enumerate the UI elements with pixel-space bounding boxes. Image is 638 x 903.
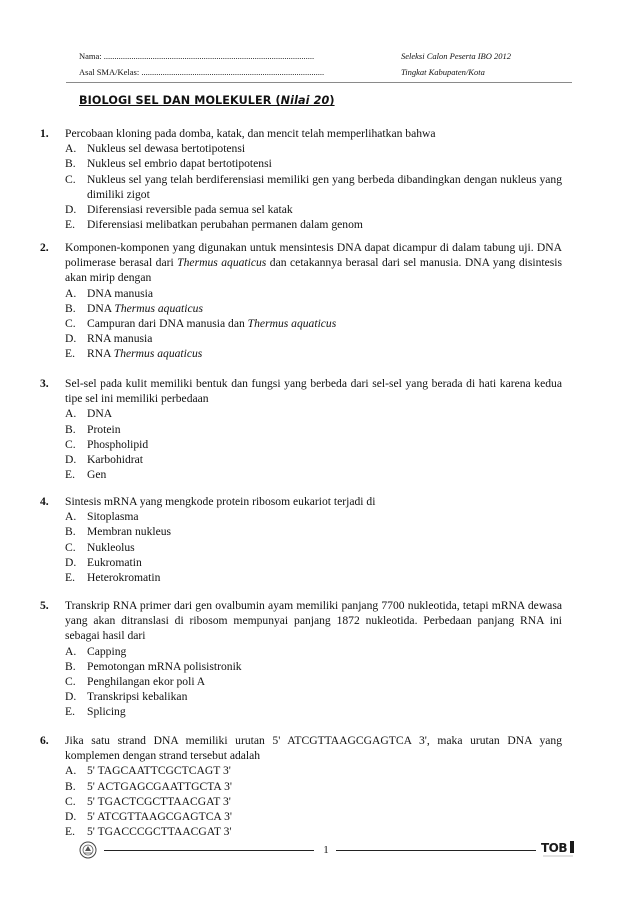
option-c: C. Nukleus sel yang telah berdiferensiasi memiliki gen yang berbeda dibandingkan dengan nukleus yang dimiliki zigot	[65, 172, 562, 201]
option-a: A. 5' TAGCAATTCGCTCAGT 3'	[65, 764, 231, 778]
header-divider	[66, 82, 572, 83]
question-5	[40, 598, 562, 720]
option-e: E. RNA Thermus aquaticus	[65, 347, 203, 361]
event-title: Seleksi Calon Peserta IBO 2012	[401, 51, 512, 61]
option-b: B. Protein	[65, 422, 121, 436]
question-2	[40, 240, 562, 362]
question-number: 5.	[40, 599, 49, 612]
option-a: A. Nukleus sel dewasa bertotipotensi	[65, 142, 246, 156]
question-number: 2.	[40, 241, 49, 254]
option-a: A. Sitoplasma	[65, 510, 139, 524]
page-header	[79, 48, 569, 80]
option-b: B. Pemotongan mRNA polisistronik	[65, 659, 242, 673]
section-title: BIOLOGI SEL DAN MOLEKULER (Nilai 20)	[79, 94, 335, 107]
question-number: 6.	[40, 734, 49, 747]
option-d: D. Karbohidrat	[65, 453, 144, 467]
question-text: Komponen-komponen yang digunakan untuk mensintesis DNA dapat dicampur di dalam tabung uji. DNA polimerase berasal dari Thermus aquaticus dan cetakannya berasal dari sel manusia. DNA yang disintesis akan mirip dengan	[65, 241, 562, 285]
section-score: Nilai 20	[280, 94, 330, 107]
name-field: Nama: ...................................................................................................	[79, 51, 315, 61]
page-number: 1	[323, 844, 329, 856]
option-d: D. Eukromatin	[65, 555, 142, 569]
option-d: D. 5' ATCGTTAAGCGAGTCA 3'	[65, 810, 232, 824]
option-e: E. Diferensiasi melibatkan perubahan permanen dalam genom	[65, 218, 363, 232]
option-b: B. Membran nukleus	[65, 525, 172, 539]
question-text: Sel-sel pada kulit memiliki bentuk dan fungsi yang berbeda dari sel-sel yang berada di hati karena kedua tipe sel ini memiliki perbedaan	[65, 377, 562, 406]
footer-rule-right	[336, 850, 536, 851]
event-level: Tingkat Kabupaten/Kota	[401, 67, 485, 77]
option-a: A. DNA	[65, 407, 113, 421]
question-text: Sintesis mRNA yang mengkode protein ribosom eukariot terjadi di	[65, 495, 376, 508]
option-b: B. DNA Thermus aquaticus	[65, 301, 203, 315]
option-e: E. 5' TGACCCGCTTAACGAT 3'	[65, 825, 232, 839]
option-c: C. Phospholipid	[65, 437, 149, 451]
question-number: 4.	[40, 495, 49, 508]
option-a: A. Capping	[65, 644, 127, 658]
option-d: D. RNA manusia	[65, 332, 153, 346]
seal-icon	[79, 841, 97, 859]
question-number: 1.	[40, 127, 49, 140]
svg-text:TOB: TOB	[541, 841, 568, 855]
question-text: Transkrip RNA primer dari gen ovalbumin ayam memiliki panjang 7700 nukleotida, tetapi mRNA dewasa yang akan ditranslasi di ribosom mempunyai panjang 1872 nukleotida. Perbedaan panjang RNA ini sebagai hasil dari	[65, 599, 562, 643]
option-e: E. Splicing	[65, 705, 126, 719]
school-field: Asal SMA/Kelas: ......................................................................................	[79, 67, 325, 77]
question-1	[40, 126, 562, 232]
option-c: C. Campuran dari DNA manusia dan Thermus aquaticus	[65, 317, 337, 331]
footer-rule-left	[104, 850, 314, 851]
option-b: B. 5' ACTGAGCGAATTGCTA 3'	[65, 779, 232, 793]
option-c: C. Nukleolus	[65, 540, 135, 554]
option-c: C. Penghilangan ekor poli A	[65, 675, 206, 689]
question-4	[40, 494, 562, 585]
option-e: E. Heterokromatin	[65, 571, 161, 585]
option-b: B. Nukleus sel embrio dapat bertotipotensi	[65, 157, 272, 171]
question-text: Percobaan kloning pada domba, katak, dan mencit telah memperlihatkan bahwa	[65, 127, 436, 140]
option-d: D. Diferensiasi reversible pada semua sel katak	[65, 203, 293, 217]
option-a: A. DNA manusia	[65, 286, 154, 300]
question-6	[40, 733, 562, 839]
option-e: E. Gen	[65, 468, 107, 482]
question-3	[40, 376, 562, 482]
option-d: D. Transkripsi kebalikan	[65, 690, 188, 704]
question-text: Jika satu strand DNA memiliki urutan 5' ATCGTTAAGCGAGTCA 3', maka urutan DNA yang komplemen dengan strand tersebut adalah	[65, 734, 562, 763]
tobi-logo	[540, 838, 576, 860]
question-number: 3.	[40, 377, 49, 390]
option-c: C. 5' TGACTCGCTTAACGAT 3'	[65, 794, 231, 808]
